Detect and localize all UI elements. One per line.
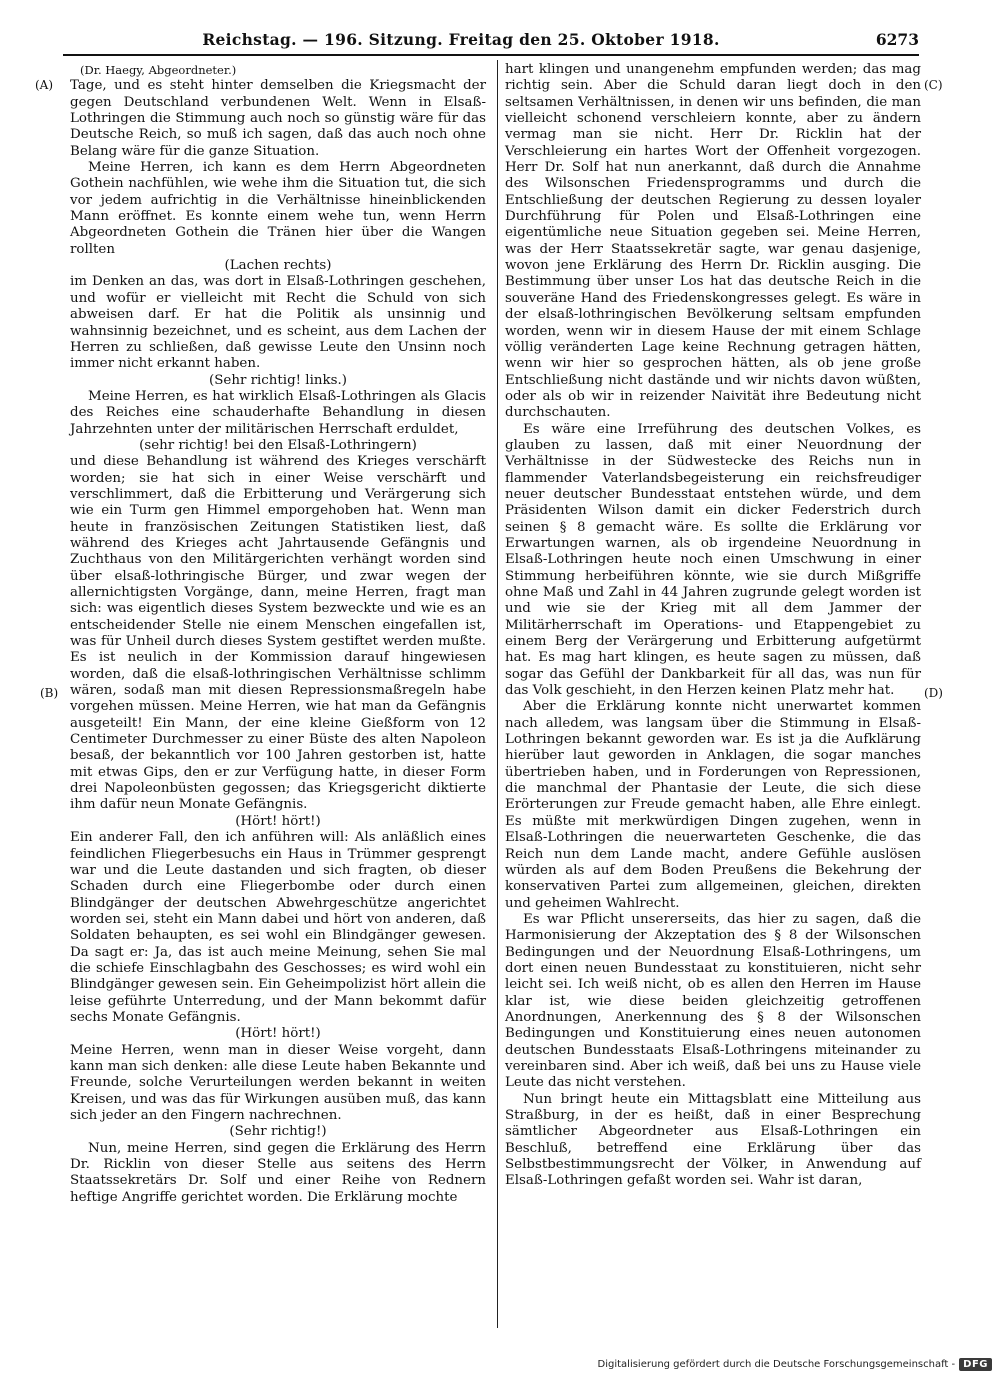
running-title: Reichstag. — 196. Sitzung. Freitag den 25. Oktober 1918. xyxy=(202,30,720,49)
margin-marker-a: (A) xyxy=(35,78,54,92)
paragraph: Es war Pflicht unsererseits, das hier zu sagen, daß die Harmonisierung der Akzeptation des § 8 der Wilsonschen Bedingungen und der Neuordnung Elsaß-Lothringens, um dort einen neuen Bundesstaat zu konstituieren, nicht sehr leicht sei. Ich weiß nicht, ob es allen den Herren im Hause klar ist, wie diese beiden gleichzeitig getroffenen Anordnungen, Anerkennung des § 8 der Wilsonschen Bedingungen und Konstituierung eines neuen autonomen deutschen Bundesstaats Elsaß-Lothringens miteinander zu vereinbaren sind. Aber ich weiß, daß bei uns zu Hause viele Leute das nicht verstehen. xyxy=(505,911,921,1091)
right-column xyxy=(505,62,921,1190)
paragraph: Aber die Erklärung konnte nicht unerwartet kommen nach alledem, was langsam über die Stimmung in Elsaß-Lothringen bekannt geworden war. Es ist ja die Aufklärung hierüber laut geworden in Anklagen, die sogar manches übertrieben haben, und in Forderungen von Repressionen, die manchmal der Phantasie der Leute, die sich diese Erörterungen zur Freude gemacht haben, alle Ehre einlegt. Es müßte mit merkwürdigen Dingen zugehen, wenn in Elsaß-Lothringen die neuerwarteten Geschenke, die das Reich nun dem Lande macht, andere Gefühle auslösen würden als auf dem Boden Preußens die Bekehrung der konservativen Partei zum allgemeinen, gleichen, direkten und geheimen Wahlrecht. xyxy=(505,699,921,911)
column-divider xyxy=(497,60,498,1328)
left-column xyxy=(70,62,486,1206)
digitization-credit: Digitalisierung gefördert durch die Deutsche Forschungsgemeinschaft - xyxy=(597,1359,956,1370)
dfg-logo: DFG xyxy=(959,1358,992,1371)
interjection: (sehr richtig! bei den Elsaß-Lothringern) xyxy=(139,437,417,453)
paragraph: Meine Herren, wenn man in dieser Weise vorgeht, dann kann man sich denken: alle diese Leute haben Bekannte und Freunde, solche Verurteilungen werden bekannt in weiten Kreisen, und was das für Wirkungen ausüben muß, das kann sich jeder an den Fingern nachrechnen. xyxy=(70,1042,486,1123)
interjection: (Sehr richtig! links.) xyxy=(209,372,347,388)
interjection: (Sehr richtig!) xyxy=(229,1124,327,1140)
margin-marker-d: (D) xyxy=(924,686,943,700)
paragraph: Meine Herren, es hat wirklich Elsaß-Lothringen als Glacis des Reiches eine schauderhafte Behandlung in diesen Jahrzehnten unter der militärischen Herrschaft erduldet, xyxy=(70,388,486,437)
paragraph: Nun bringt heute ein Mittagsblatt eine Mitteilung aus Straßburg, in der es heißt, daß in einer Besprechung sämtlicher Abgeordneter aus Elsaß-Lothringen ein Beschluß, betreffend eine Erklärung über das Selbstbestimmungsrecht der Völker, in Anwendung auf Elsaß-Lothringen gefaßt worden sei. Wahr ist daran, xyxy=(505,1091,921,1189)
paragraph: Tage, und es steht hinter demselben die Kriegsmacht der gegen Deutschland verbundenen Welt. Wenn in Elsaß-Lothringen die Stimmung auch noch so günstig wäre für das Deutsche Reich, so muß ich sagen, daß das auch noch ohne Belang wäre für die ganze Situation. xyxy=(70,78,486,159)
interjection: (Hört! hört!) xyxy=(235,813,321,829)
margin-marker-c: (C) xyxy=(924,78,943,92)
speaker-label: (Dr. Haegy, Abgeordneter.) xyxy=(80,63,237,77)
margin-marker-b: (B) xyxy=(40,686,59,700)
paragraph: und diese Behandlung ist während des Krieges verschärft worden; sie hat sich in einer Weise verschärft und verschlimmert, daß die Erbitterung und Verärgerung sich wie ein Turm gen Himmel emporgehoben hat. Wenn man heute in französischen Zeitungen Statistiken liest, daß während des Krieges acht Jahrtausende Gefängnis und Zuchthaus von den Militärgerichten verhängt worden sind über elsaß-lothringische Bürger, und zwar wegen der allernichtigsten Vorgänge, dann, meine Herren, fragt man sich: was eigentlich dieses System bezweckte und wie es an entscheidender Stelle nie einem Menschen eingefallen ist, was für Unheil durch dieses System gestiftet werden mußte. Es ist neulich in der Kommission darauf hingewiesen worden, daß die elsaß-lothringischen Verhältnisse schlimm wären, sodaß man mit diesen Repressionsmaßregeln habe vorgehen müssen. Meine Herren, wie hat man da Gefängnis ausgeteilt! Ein Mann, der eine kleine Gießform von 12 Centimeter Durchmesser zu einer Büste des alten Napoleon besaß, der bekanntlich vor 100 Jahren gestorben ist, hatte mit etwas Gips, den er zur Verfügung hatte, in dieser Form drei Napoleonbüsten gegossen; das Kriegsgericht diktierte ihm dafür neun Monate Gefängnis. xyxy=(70,454,486,813)
paragraph: im Denken an das, was dort in Elsaß-Lothringen geschehen, und wofür er vielleicht mit Recht die Schuld von sich abweisen darf. Er hat die Politik als unsinnig und wahnsinnig bezeichnet, und es scheint, aus dem Lachen der Herren zu schließen, daß gewisse Leute den Unsinn noch immer nicht erkannt haben. xyxy=(70,274,486,372)
paragraph: Nun, meine Herren, sind gegen die Erklärung des Herrn Dr. Ricklin von dieser Stelle aus seitens des Herrn Staatssekretärs Dr. Solf und einer Reihe von Rednern heftige Angriffe gerichtet worden. Die Erklärung mochte xyxy=(70,1140,486,1205)
paragraph: Ein anderer Fall, den ich anführen will: Als anläßlich eines feindlichen Fliegerbesuchs ein Haus in Trümmer gesprengt war und die Leute dastanden und sich fragten, ob dieser Schaden durch eine Fliegerbombe oder durch einen Blindgänger der deutschen Abwehrgeschütze angerichtet worden sei, steht ein Mann dabei und hört von anderen, daß Soldaten behaupten, es sei wohl ein Blindgänger gewesen. Da sagt er: Ja, das ist auch meine Meinung, sehen Sie mal die schiefe Einschlagbahn des Geschosses; es wird wohl ein Blindgänger gewesen sein. Ein Geheimpolizist hört allein die leise geführte Unterredung, und der Mann bekommt dafür sechs Monate Gefängnis. xyxy=(70,830,486,1025)
page-number: 6273 xyxy=(875,30,919,49)
paragraph: hart klingen und unangenehm empfunden werden; das mag richtig sein. Aber die Schuld daran liegt doch in den seltsamen Verhältnissen, in denen wir uns befinden, die man vielleicht schonend verschleiern konnte, aber zu ändern vermag man sie nicht. Herr Dr. Ricklin hat der Verschleierung ein hartes Wort der Offenheit vorgezogen. Herr Dr. Solf hat nun anerkannt, daß durch die Annahme des Wilsonschen Friedensprogramms und durch die Entschließung der deutschen Regierung zu dessen loyaler Durchführung für Polen und Elsaß-Lothringen eine eigentümliche neue Situation gegeben sei. Meine Herren, was der Herr Staatssekretär sagte, war genau dasjenige, wovon jene Erklärung des Herrn Dr. Ricklin ausging. Die Bestimmung über unser Los hat das deutsche Reich in die souveräne Hand des Friedenskongresses gelegt. Es wäre in der elsaß-lothringischen Bevölkerung seltsam empfunden worden, wenn wir in diesem Hause der mit einem Schlage völlig veränderten Lage keine Rechnung getragen hätten, wenn wir hier so gesprochen hätten, als ob jene große Entschließung nicht dastände und wir nichts davon wüßten, oder als ob wir in reizender Naivität ihre Bedeutung nicht durchschauten. xyxy=(505,62,921,421)
paragraph: Es wäre eine Irreführung des deutschen Volkes, es glauben zu lassen, daß mit einer Neuordnung der Verhältnisse in der Südwestecke des Reichs nun in flammender Vaterlandsbegeisterung ein reichsfreudiger neuer deutscher Bundesstaat entstehen würde, und dem Präsidenten Wilson damit ein dicker Federstrich durch seinen § 8 gemacht wäre. Es sollte die Erklärung vor Erwartungen warnen, als ob irgendeine Neuordnung in Elsaß-Lothringen heute noch einen Umschwung in einer Stimmung herbeiführen könnte, wie sie durch Mißgriffe ohne Maß und Zahl in 44 Jahren zugrunde gelegt worden ist und wie sie der Krieg mit all dem Jammer der Militärherrschaft im Operations- und Etappengebiet zu einem Berg der Verärgerung und Erbitterung aufgetürmt hat. Es mag hart klingen, es heute sagen zu müssen, daß sogar das Gefühl der Dankbarkeit für all das, was nun für das Volk geschieht, in den Herzen keinen Platz mehr hat. xyxy=(505,421,921,699)
interjection: (Hört! hört!) xyxy=(235,1026,321,1042)
page-header xyxy=(63,30,919,56)
page-footer xyxy=(598,1358,992,1371)
paragraph: Meine Herren, ich kann es dem Herrn Abgeordneten Gothein nachfühlen, wie wehe ihm die Situation tut, die sich vor jedem aufrichtig in die Verhältnisse hineinblickenden Mann eröffnet. Es konnte einem wehe tun, wenn Herrn Abgeordneten Gothein die Tränen hier über die Wangen rollten xyxy=(70,160,486,257)
interjection: (Lachen rechts) xyxy=(224,258,332,274)
